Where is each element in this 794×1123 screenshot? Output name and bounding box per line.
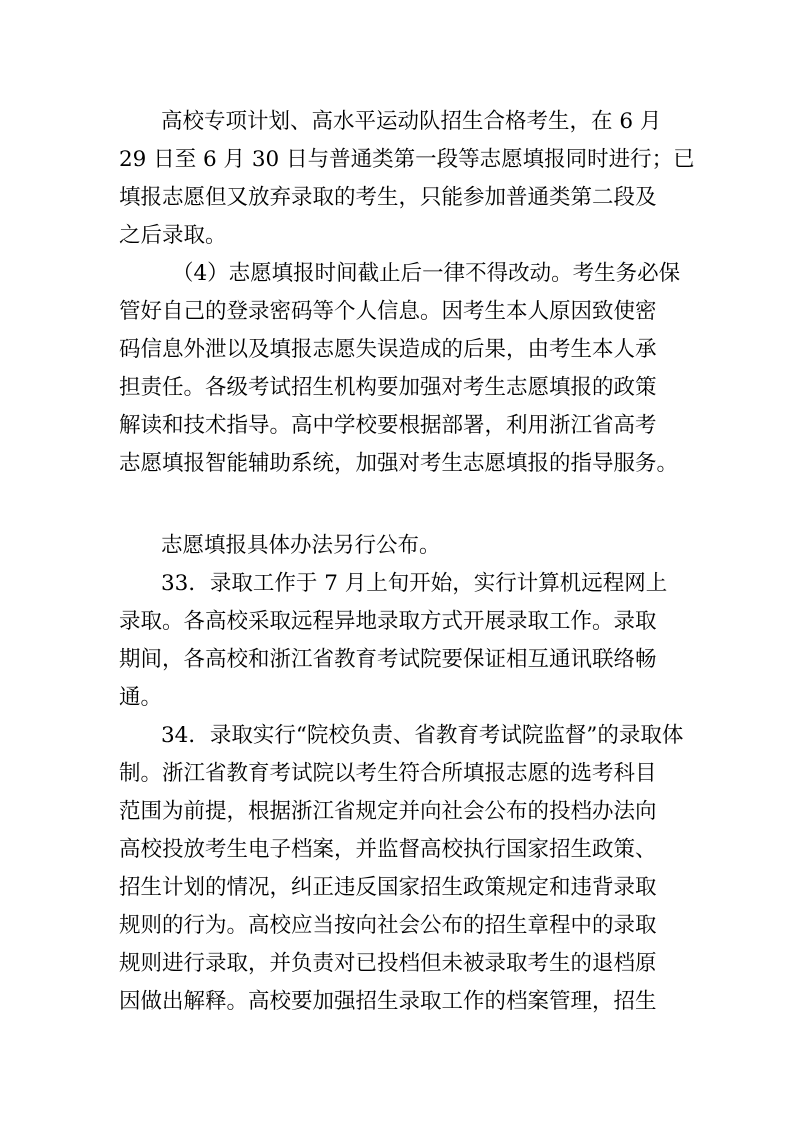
paragraph-2-line-6: 志愿填报智能辅助系统，加强对考生志愿填报的指导服务。 bbox=[119, 451, 679, 476]
paragraph-4-line-4: 通。 bbox=[119, 685, 163, 710]
paragraph-2-line-5: 解读和技术指导。高中学校要根据部署，利用浙江省高考 bbox=[119, 413, 657, 438]
paragraph-2-line-1: （4）志愿填报时间截止后一律不得改动。考生务必保 bbox=[172, 261, 681, 286]
paragraph-3-line-1: 志愿填报具体办法另行公布。 bbox=[161, 533, 441, 558]
paragraph-4-line-2: 录取。各高校采取远程异地录取方式开展录取工作。录取 bbox=[119, 609, 657, 634]
paragraph-2-line-3: 码信息外泄以及填报志愿失误造成的后果，由考生本人承 bbox=[119, 337, 657, 362]
paragraph-5-line-8: 因做出解释。高校要加强招生录取工作的档案管理，招生 bbox=[119, 989, 657, 1014]
paragraph-4-line-3: 期间，各高校和浙江省教育考试院要保证相互通讯联络畅 bbox=[119, 647, 657, 672]
paragraph-5-line-1: 34．录取实行“院校负责、省教育考试院监督”的录取体 bbox=[161, 723, 684, 748]
paragraph-5-line-4: 高校投放考生电子档案，并监督高校执行国家招生政策、 bbox=[119, 837, 657, 862]
paragraph-5-line-2: 制。浙江省教育考试院以考生符合所填报志愿的选考科目 bbox=[119, 761, 657, 786]
paragraph-1-line-2: 29 日至 6 月 30 日与普通类第一段等志愿填报同时进行；已 bbox=[119, 147, 695, 172]
paragraph-1-line-3: 填报志愿但又放弃录取的考生，只能参加普通类第二段及 bbox=[119, 185, 657, 210]
paragraph-5-line-6: 规则的行为。高校应当按向社会公布的招生章程中的录取 bbox=[119, 913, 657, 938]
paragraph-5-line-7: 规则进行录取，并负责对已投档但未被录取考生的退档原 bbox=[119, 951, 657, 976]
paragraph-5-line-5: 招生计划的情况，纠正违反国家招生政策规定和违背录取 bbox=[119, 875, 657, 900]
paragraph-1-line-1: 高校专项计划、高水平运动队招生合格考生，在 6 月 bbox=[161, 109, 662, 134]
paragraph-1-line-4: 之后录取。 bbox=[119, 223, 227, 248]
paragraph-5-line-3: 范围为前提，根据浙江省规定并向社会公布的投档办法向 bbox=[119, 799, 657, 824]
paragraph-2-line-2: 管好自己的登录密码等个人信息。因考生本人原因致使密 bbox=[119, 299, 657, 324]
paragraph-2-line-4: 担责任。各级考试招生机构要加强对考生志愿填报的政策 bbox=[119, 375, 657, 400]
paragraph-4-line-1: 33．录取工作于 7 月上旬开始，实行计算机远程网上 bbox=[161, 571, 668, 596]
